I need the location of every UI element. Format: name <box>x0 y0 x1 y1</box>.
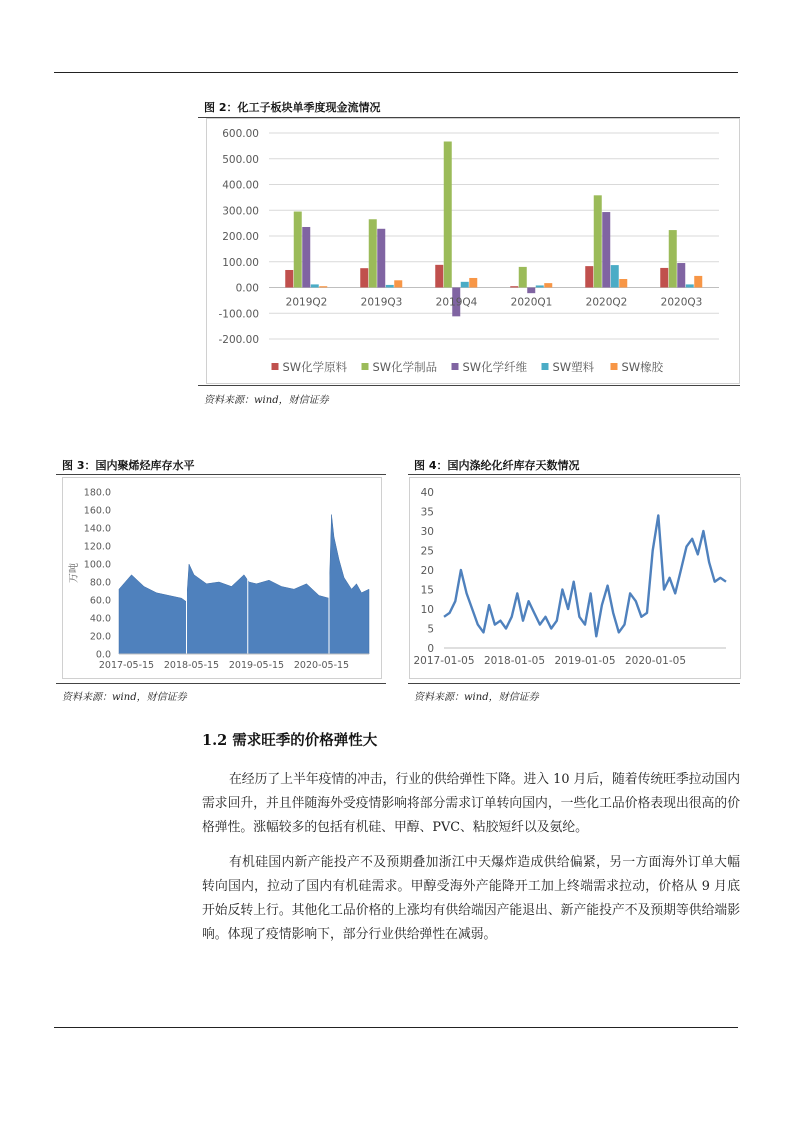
area-series <box>119 515 369 655</box>
y-tick-label: 20.0 <box>89 631 111 643</box>
y-tick-label: 40 <box>420 487 434 499</box>
y-tick-label: 30 <box>420 526 434 538</box>
y-tick-label: 0.0 <box>95 649 111 661</box>
legend-swatch <box>542 363 549 370</box>
bar <box>435 265 443 288</box>
x-tick-label: 2019-01-05 <box>554 655 616 667</box>
section-title: 1.2 需求旺季的价格弹性大 <box>202 732 378 749</box>
y-tick-label: 35 <box>420 506 434 519</box>
y-tick-label: 60.0 <box>89 595 111 607</box>
x-tick-label: 2019Q3 <box>360 296 403 309</box>
y-tick-label: 40.0 <box>89 613 111 625</box>
figure-4-chart-frame <box>409 477 741 679</box>
bar <box>536 285 544 287</box>
x-tick-label: 2020Q3 <box>660 296 703 309</box>
y-tick-label: 80.0 <box>89 577 111 589</box>
bar <box>461 282 469 288</box>
y-tick-label: 500.00 <box>222 153 259 166</box>
x-tick-label: 2017-05-15 <box>98 660 155 671</box>
x-tick-label: 2017-01-05 <box>413 655 475 667</box>
x-tick-label: 2020-01-05 <box>624 655 687 667</box>
bar <box>294 212 302 288</box>
y-tick-label: 120.0 <box>83 541 111 553</box>
figure-3-source-rule <box>56 683 386 684</box>
bar <box>544 283 552 287</box>
bar <box>319 286 327 287</box>
y-tick-label: 100.0 <box>83 559 111 571</box>
bar <box>394 280 402 287</box>
header-rule <box>54 72 738 73</box>
bar <box>669 230 677 287</box>
bar <box>585 266 593 287</box>
bar <box>369 219 377 287</box>
x-tick-label: 2019Q4 <box>435 296 478 309</box>
y-tick-label: 180.0 <box>83 487 111 499</box>
x-tick-label: 2019-05-15 <box>228 660 285 671</box>
y-tick-label: -200.00 <box>218 334 259 346</box>
bar <box>619 279 627 287</box>
figure-2-caption: 图 2：化工子板块单季度现金流情况 <box>204 101 381 114</box>
legend-label: SW塑料 <box>552 360 595 374</box>
y-tick-label: 25 <box>420 545 434 558</box>
bar <box>686 284 694 287</box>
bar <box>660 268 668 288</box>
legend-swatch <box>272 363 279 370</box>
legend-swatch <box>452 363 459 370</box>
y-tick-label: 20 <box>420 565 434 577</box>
bar <box>377 229 385 288</box>
legend-label: SW化学制品 <box>372 360 438 374</box>
figure-3-caption: 图 3：国内聚烯烃库存水平 <box>62 459 195 472</box>
legend-label: SW化学原料 <box>282 360 348 374</box>
footer-rule <box>54 1027 738 1028</box>
bar <box>510 286 518 287</box>
bar <box>694 276 702 288</box>
bar <box>302 227 310 288</box>
y-tick-label: 5 <box>427 623 434 636</box>
y-tick-label: 200.00 <box>222 231 259 243</box>
figure-2-source-rule <box>198 385 740 386</box>
bar <box>519 267 527 288</box>
x-tick-label: 2020Q2 <box>585 296 628 309</box>
x-tick-label: 2019Q2 <box>285 296 328 309</box>
x-tick-label: 2018-01-05 <box>483 655 546 667</box>
figure-3-caption-rule <box>56 474 386 475</box>
bar <box>311 284 319 287</box>
bar <box>285 270 293 288</box>
bar <box>469 278 477 288</box>
y-tick-label: 300.00 <box>222 205 259 218</box>
y-tick-label: 0.00 <box>235 282 259 295</box>
legend-swatch <box>362 363 369 370</box>
y-tick-label: 0 <box>427 643 434 655</box>
figure-4-source: 资料来源：wind，财信证券 <box>414 692 539 703</box>
legend-label: SW化学纤维 <box>462 360 528 374</box>
figure-3-chart <box>63 478 381 678</box>
bar <box>594 195 602 287</box>
bar <box>360 268 368 287</box>
figure-2-chart-frame <box>206 118 740 384</box>
y-tick-label: 400.00 <box>222 179 259 192</box>
y-tick-label: -100.00 <box>218 308 259 321</box>
paragraph-2: 有机硅国内新产能投产不及预期叠加浙江中天爆炸造成供给偏紧，另一方面海外订单大幅转向国内，拉动了国内有机硅需求。甲醇受海外产能降开工加上终端需求拉动，价格从 9 月底开始反转上行。其他化工品价格的上涨均有供给端因产能退出、新产能投产不及预期等供给端影响。体现了疫情影响下，部分行业供给弹性在减弱。 <box>202 855 740 942</box>
bar <box>527 288 535 294</box>
legend-swatch <box>611 363 618 370</box>
y-tick-label: 160.0 <box>83 505 111 517</box>
figure-3-chart-frame <box>62 477 382 679</box>
y-tick-label: 10 <box>420 604 434 616</box>
figure-2-chart <box>207 119 739 383</box>
figure-4-chart <box>410 478 740 678</box>
y-tick-label: 140.0 <box>83 523 111 535</box>
x-tick-label: 2020-05-15 <box>293 660 350 671</box>
y-tick-label: 600.00 <box>222 128 259 140</box>
line-series <box>444 515 726 636</box>
bar <box>677 263 685 287</box>
bar <box>386 285 394 288</box>
figure-4-source-rule <box>408 683 740 684</box>
y-tick-label: 15 <box>420 584 434 597</box>
bar <box>444 141 452 287</box>
x-tick-label: 2018-05-15 <box>163 660 220 671</box>
figure-4-caption: 图 4：国内涤纶化纤库存天数情况 <box>414 459 580 472</box>
figure-2-source: 资料来源：wind，财信证券 <box>204 395 329 406</box>
y-tick-label: 100.00 <box>222 256 259 269</box>
figure-3-source: 资料来源：wind，财信证券 <box>62 692 187 703</box>
figure-4-caption-rule <box>408 474 740 475</box>
bar <box>611 265 619 287</box>
legend-label: SW橡胶 <box>621 360 664 374</box>
paragraph-1: 在经历了上半年疫情的冲击，行业的供给弹性下降。进入 10 月后，随着传统旺季拉动国内需求回升，并且伴随海外受疫情影响将部分需求订单转向国内，一些化工品价格表现出很高的价格弹性。涨幅较多的包括有机硅、甲醇、PVC、粘胶短纤以及氨纶。 <box>202 772 740 835</box>
y-axis-title: 万吨 <box>69 563 80 583</box>
bar <box>602 212 610 287</box>
x-tick-label: 2020Q1 <box>510 296 553 309</box>
